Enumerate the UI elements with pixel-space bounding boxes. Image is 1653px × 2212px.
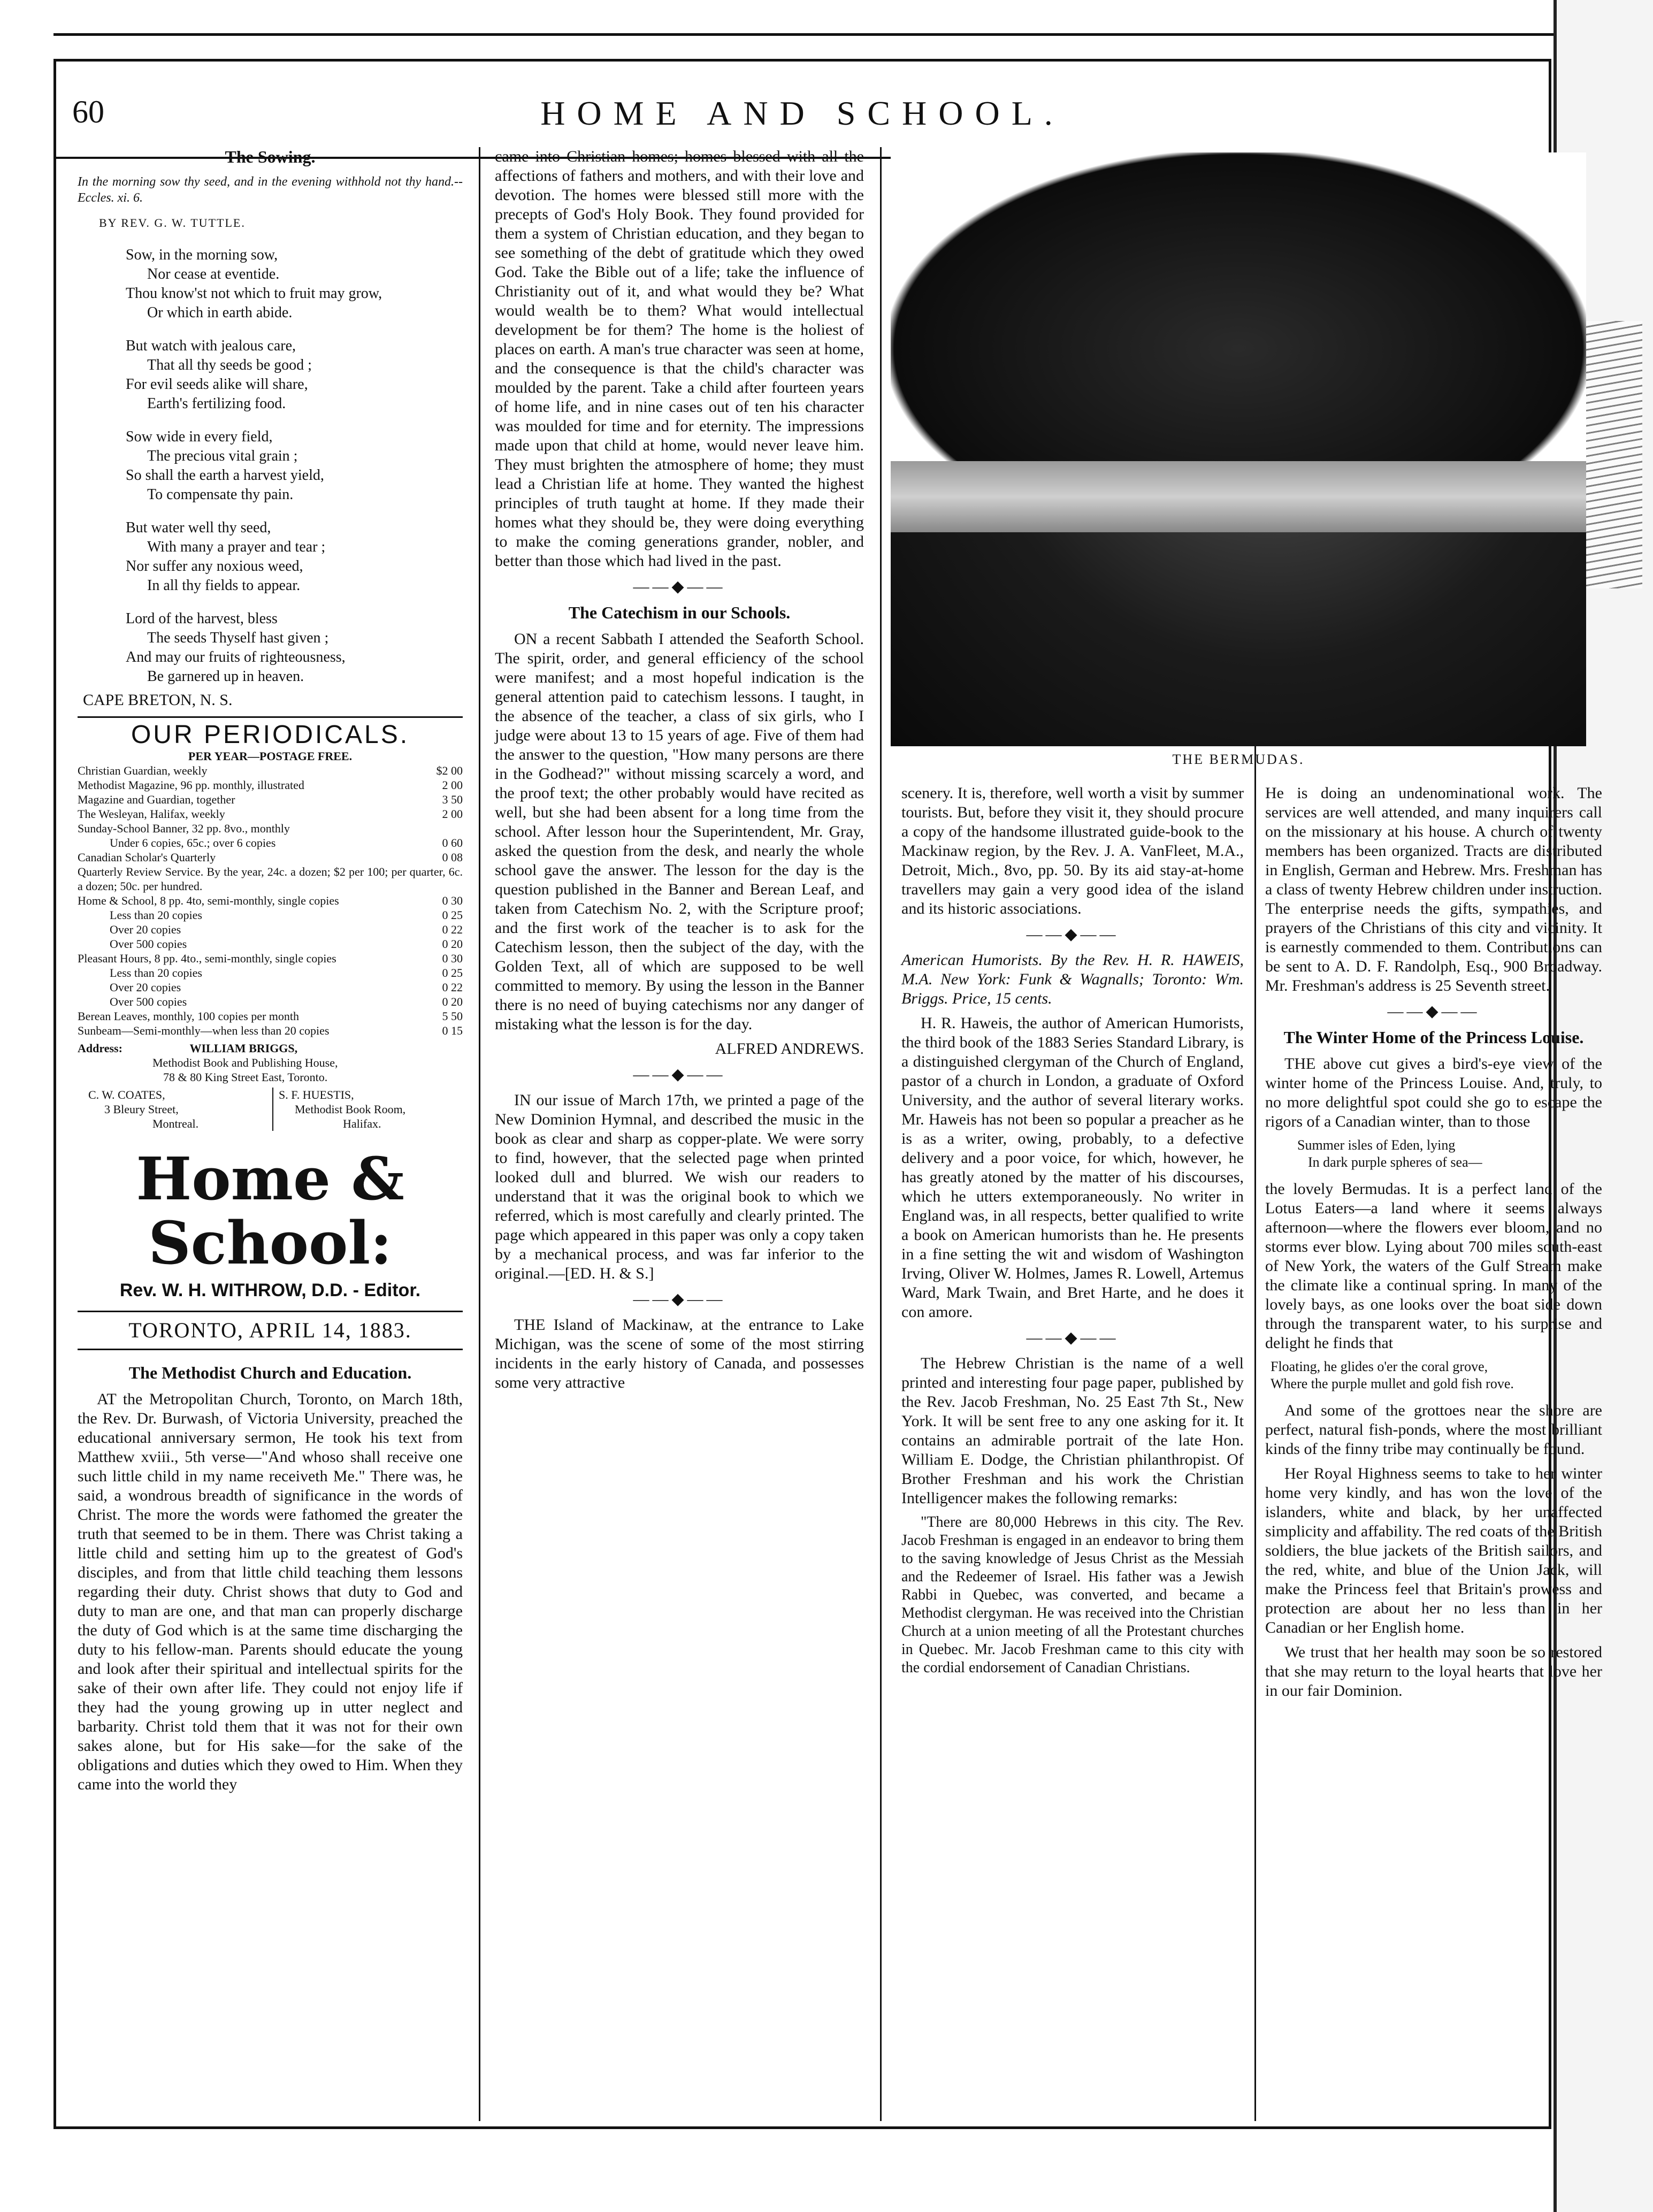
divider-ornament: ——◆—— <box>1387 1002 1480 1020</box>
poem-line: The seeds Thyself hast given ; <box>147 630 329 646</box>
periodical-row: Less than 20 copies 0 25 <box>110 966 463 979</box>
article-body-methodist: AT the Metropolitan Church, Toronto, on March 18th, the Rev. Dr. Burwash, of Victoria University, preached the educational anniversary sermon, He took his text from Matthew xviii., 5th verse—"And whoso shall receive one such little child in my name receiveth Me." There was, he said, a wondrous breadth of significance in the words of Christ. The more the words were fathomed the greater the truth that seemed to be in them. There was Christ taking a little child and setting him up to the greatest of God's disciples, and from that little child teaching them lessons regarding their duty. Christ shows that duty to God and duty to man are one, and that man can properly discharge the duty of God which is at the same time discharging the duty to his fellow-man. Parents should educate the young and look after their spiritual and intellectual spirits for the sake of their own after life. They could not enjoy life if they had the young growing up in utter neglect and barbarity. Christ told them that it was not for their own sakes alone, but for His sake—for the sake of the obligations and duties which they owed to Him. When they came into the world they <box>78 1390 463 1793</box>
poem-line: Or which in earth abide. <box>147 304 293 321</box>
poem-place: CAPE BRETON, N. S. <box>83 691 233 709</box>
verse-quote-1: Summer isles of Eden, lying In dark purple spheres of sea— <box>1297 1137 1482 1170</box>
illustration-caption: THE BERMUDAS. <box>1172 752 1305 767</box>
poem-line: That all thy seeds be good ; <box>147 357 312 373</box>
divider-ornament: ——◆—— <box>633 578 726 595</box>
column-2 <box>495 147 864 1398</box>
article-body-hebrew-cont: He is doing an undenominational work. The services are well attended, and many inquirers call on the missionary at his house. A church of twenty members has been organized. Tracts are distributed in English, German and Hebrew. Mrs. Freshman has a class of twenty Hebrew children under instruction. The enterprise needs the gifts, sympathies, and prayers of the Christians of this city and vicinity. It is earnestly commended to them. Contributions can be sent to A. D. F. Randolph, Esq., 900 Broadway. Mr. Freshman's address is 25 Seventh street. <box>1265 784 1602 994</box>
periodical-row: Quarterly Review Service. By the year, 24c. a dozen; $2 per 100; per quarter, 6c. a dozen; 50c. per hundred. <box>78 865 463 893</box>
poem-line: Sow wide in every field, <box>126 428 273 445</box>
divider-ornament: ——◆—— <box>1026 925 1119 943</box>
column-rule-2 <box>880 147 882 2121</box>
article-body-catechism: ON a recent Sabbath I attended the Seaforth School. The spirit, order, and general efficiency of the school were manifest; and a most hopeful indication is the general attention paid to catechism lessons. I taught, in the absence of the teacher, a class of six girls, who I judge were about 13 to 15 years of age. Five of them had the answer to the question, "How many persons are there in the Godhead?" without missing scarcely a word, and the proof text; the other probably would have recited as well, but she had been absent for a long time from the school. After lesson hour the Superintendent, Mr. Gray, asked the question from the desk, and nearly the whole school gave the answer. The lesson for the day is the question published in the Banner and Berean Leaf, and taken from Catechism No. 2, with the Scripture proof; and the first work of the teacher is to ask for the Catechism lesson, then the subject of the day, with the Golden Text, all of which are supposed to be well committed to memory. By using the lesson in the Banner there is no need of buying catechisms nor any danger of mistaking what the lesson is for the day. <box>495 630 864 1033</box>
signature: ALFRED ANDREWS. <box>715 1040 864 1058</box>
periodicals-subtitle: PER YEAR—POSTAGE FREE. <box>188 749 353 763</box>
running-title: HOME AND SCHOOL. <box>540 94 1065 132</box>
agent-halifax: S. F. HUESTIS, Methodist Book Room, Halifax. <box>272 1088 463 1131</box>
column-3 <box>901 784 1244 1682</box>
poem-line: The precious vital grain ; <box>147 448 298 464</box>
agent-montreal: C. W. COATES, 3 Bleury Street, Montreal. <box>88 1088 199 1130</box>
periodical-row: Christian Guardian, weekly $2 00 <box>78 764 463 777</box>
publisher-address: Address: WILLIAM BRIGGS, Methodist Book and Publishing House, 78 & 80 King Street East, Toronto. <box>78 1042 338 1084</box>
poem-line: Be garnered up in heaven. <box>147 668 304 685</box>
periodical-row: Over 20 copies 0 22 <box>110 981 463 994</box>
poem-line: Nor cease at eventide. <box>147 266 280 282</box>
poem-line: Sow, in the morning sow, <box>126 247 278 263</box>
bermudas-illustration <box>891 152 1586 746</box>
periodical-row: Methodist Magazine, 96 pp. monthly, illustrated 2 00 <box>78 778 463 792</box>
column-rule-1 <box>479 147 480 2121</box>
top-rule <box>53 33 1583 36</box>
column-4 <box>1265 784 1602 1706</box>
article-title-catechism: The Catechism in our Schools. <box>568 603 791 622</box>
article-body-hymnal: IN our issue of March 17th, we printed a page of the New Dominion Hymnal, and described the music in the book as clear and sharp as copper-plate. We were sorry to find, however, that the selected page when printed looked dull and blurred. We wish our readers to understand that it was the original book to which we referred, which is most carefully and clearly printed. The page which appeared in this paper was only a copy taken by a mechanical process, and was far inferior to the original.—[ED. H. & S.] <box>495 1091 864 1282</box>
article-body-princess-2: the lovely Bermudas. It is a perfect land of the Lotus Eaters—a land where it seems always afternoon—where the flowers ever bloom, and no storms ever blow. Lying about 700 miles south-east of New York, the waters of the Gulf Stream make the climate like a continual spring. In many of the lovely bays, as one looks over the boat side down through the transparent water, to his surprise and delight he finds that <box>1265 1180 1602 1352</box>
divider-ornament: ——◆—— <box>633 1066 726 1083</box>
review-heading-humorists: American Humorists. By the Rev. H. R. HAWEIS, M.A. New York: Funk & Wagnalls; Toronto: Wm. Briggs. Price, 15 cents. <box>901 951 1244 1007</box>
masthead-editor: Rev. W. H. WITHROW, D.D. - Editor. <box>119 1280 421 1300</box>
poem-line: To compensate thy pain. <box>147 486 294 503</box>
article-quote-hebrew: "There are 80,000 Hebrews in this city. The Rev. Jacob Freshman is engaged in an endeavor to bring them to the saving knowledge of Jesus Christ as the Messiah and the Redeemer of Israel. His father was a Jewish Rabbi in Quebec, was converted, and became a Methodist clergyman. He was received into the Christian Church at a union meeting of all the Protestant churches in Quebec. Mr. Jacob Freshman came to this city with the cordial endorsement of Canadian Christians. <box>901 1514 1244 1676</box>
article-body-methodist-cont: came into Christian homes; homes blessed with all the affections of fathers and mothers, and with their love and devotion. The homes were blessed still more with the precepts of God's Holy Book. They found provided for them a system of Christian education, and they began to see something of the debt of gratitude which they owed God. Take the Bible out of a life; take the influence of Christianity out of it, and what would they be? What would wealth be to them? What would intellectual development be for them? The home is the holiest of places on earth. A man's true character was seen at home, and the consequence is that the child's character was moulded by the parent. Take a child after fourteen years of home life, and in nine cases out of ten his character was moulded for time and for eternity. The impressions made upon that child at home, would never leave him. They must brighten the atmosphere of home; they must lead a Christian life at home. They wanted the highest principles of truth taught at home. If they made their homes what they should be, they were doing everything to make the coming generations grander, nobler, and better than those which had lived in the past. <box>495 148 864 570</box>
poem-line: And may our fruits of righteousness, <box>126 649 346 665</box>
agents <box>78 1088 463 1131</box>
divider-ornament: ——◆—— <box>633 1290 726 1308</box>
newspaper-page <box>53 59 1602 2129</box>
periodical-row: Sunbeam—Semi-monthly—when less than 20 copies 0 15 <box>78 1024 463 1037</box>
poem-line: So shall the earth a harvest yield, <box>126 467 324 484</box>
periodicals-list <box>78 763 463 1131</box>
periodical-row: Sunday-School Banner, 32 pp. 8vo., monthly <box>78 822 290 835</box>
poem-line: With many a prayer and tear ; <box>147 539 326 555</box>
article-title-methodist: The Methodist Church and Education. <box>128 1363 412 1382</box>
periodical-row: Under 6 copies, 65c.; over 6 copies 0 60 <box>110 836 463 849</box>
poem-line: Nor suffer any noxious weed, <box>126 558 303 575</box>
periodical-row: Less than 20 copies 0 25 <box>110 908 463 922</box>
poem-epigraph: In the morning sow thy seed, and in the evening withhold not thy hand.--Eccles. xi. 6. <box>78 175 463 205</box>
column-rule-3 <box>1254 725 1256 2121</box>
periodical-row: Home & School, 8 pp. 4to, semi-monthly, single copies 0 30 <box>78 894 463 907</box>
article-body-princess-3: And some of the grottoes near the shore are perfect, natural fish-ponds, where the most brilliant kinds of the finny tribe may continually be found. <box>1265 1402 1602 1458</box>
periodical-row: The Wesleyan, Halifax, weekly 2 00 <box>78 807 463 821</box>
article-body-mackinaw: THE Island of Mackinaw, at the entrance to Lake Michigan, was the scene of some of the most stirring incidents in the early history of Canada, and possesses some very attractive <box>495 1316 864 1391</box>
article-body-princess-1: THE above cut gives a bird's-eye view of the winter home of the Princess Louise. And, truly, to no more delightful spot could she go to escape the rigors of a Canadian winter, than to those <box>1265 1055 1602 1130</box>
periodical-row: Over 20 copies 0 22 <box>110 923 463 936</box>
periodical-row: Canadian Scholar's Quarterly 0 08 <box>78 851 463 864</box>
periodical-row: Pleasant Hours, 8 pp. 4to., semi-monthly, single copies 0 30 <box>78 952 463 965</box>
periodicals-title: OUR PERIODICALS. <box>131 721 410 749</box>
poem-line: But water well thy seed, <box>126 519 271 536</box>
article-body-humorists: H. R. Haweis, the author of American Humorists, the third book of the 1883 Series Standard Library, is a distinguished clergyman of the Church of England, pastor of a church in London, a graduate of Oxford University, and the author of several literary works. Mr. Haweis has not been so popular a preacher as he is as a writer, owing, probably, to a defective delivery and a poor voice, for which, however, he has greatly atoned by the matter of his discourses, which he utters extemporaneously. No writer in England was, in all respects, better qualified to write a book on American humorists than he. He presents in a fine setting the wit and wisdom of Washington Irving, Oliver W. Holmes, James R. Lowell, Artemus Ward, Mark Twain, and Bret Harte, and he does it con amore. <box>901 1014 1244 1321</box>
article-body-mackinaw-cont: scenery. It is, therefore, well worth a visit by summer tourists. But, before they visit it, they should procure a copy of the handsome illustrated guide-book to the Mackinaw region, by the Rev. J. A. VanFleet, M.A., Detroit, Mich., 8vo, pp. 50. By its aid stay-at-home travellers may gain a very good idea of the island and its historic associations. <box>901 784 1244 917</box>
poem-line: Thou know'st not which to fruit may grow, <box>126 285 382 302</box>
article-body-hebrew: The Hebrew Christian is the name of a well printed and interesting four page paper, published by the Rev. Jacob Freshman, No. 25 East 7th St., New York. It will be sent free to any one asking for it. It contains an admirable portrait of the late Hon. William E. Dodge, the Christian philanthropist. Of Brother Freshman and his work the Christian Intelligencer makes the following remarks: <box>901 1354 1244 1507</box>
periodical-row: Berean Leaves, monthly, 100 copies per month 5 50 <box>78 1009 463 1023</box>
page-number: 60 <box>72 94 104 129</box>
masthead-title: Home & School: <box>136 1144 404 1277</box>
dateline: TORONTO, APRIL 14, 1883. <box>78 1311 463 1350</box>
column-1 <box>78 147 463 1800</box>
poem-line: Lord of the harvest, bless <box>126 610 278 627</box>
divider-ornament: ——◆—— <box>1026 1329 1119 1346</box>
poem-line: But watch with jealous care, <box>126 338 296 354</box>
periodical-row: Over 500 copies 0 20 <box>110 937 463 951</box>
poem-line: In all thy fields to appear. <box>147 577 301 594</box>
poem-title: The Sowing. <box>225 147 316 166</box>
poem-byline: BY REV. G. W. TUTTLE. <box>99 216 246 229</box>
poem-body <box>126 246 463 686</box>
periodical-row: Magazine and Guardian, together 3 50 <box>78 793 463 806</box>
poem-line: Earth's fertilizing food. <box>147 395 286 412</box>
article-title-princess: The Winter Home of the Princess Louise. <box>1283 1028 1584 1047</box>
poem-line: For evil seeds alike will share, <box>126 376 308 393</box>
article-body-princess-5: We trust that her health may soon be so restored that she may return to the loyal hearts that love her in our fair Dominion. <box>1265 1643 1602 1700</box>
periodical-row: Over 500 copies 0 20 <box>110 995 463 1008</box>
article-body-princess-4: Her Royal Highness seems to take to her winter home very kindly, and has won the love of the islanders, white and black, by her unaffected simplicity and affability. The red coats of the British soldiers, the blue jackets of the British sailors, and the red, white, and blue of the Union Jack, will make the Princess feel that Britain's prowess and protection are about her no less than in her Canadian or her English home. <box>1265 1465 1602 1636</box>
verse-quote-2: Floating, he glides o'er the coral grove, Where the purple mullet and gold fish rove. <box>1271 1359 1514 1391</box>
